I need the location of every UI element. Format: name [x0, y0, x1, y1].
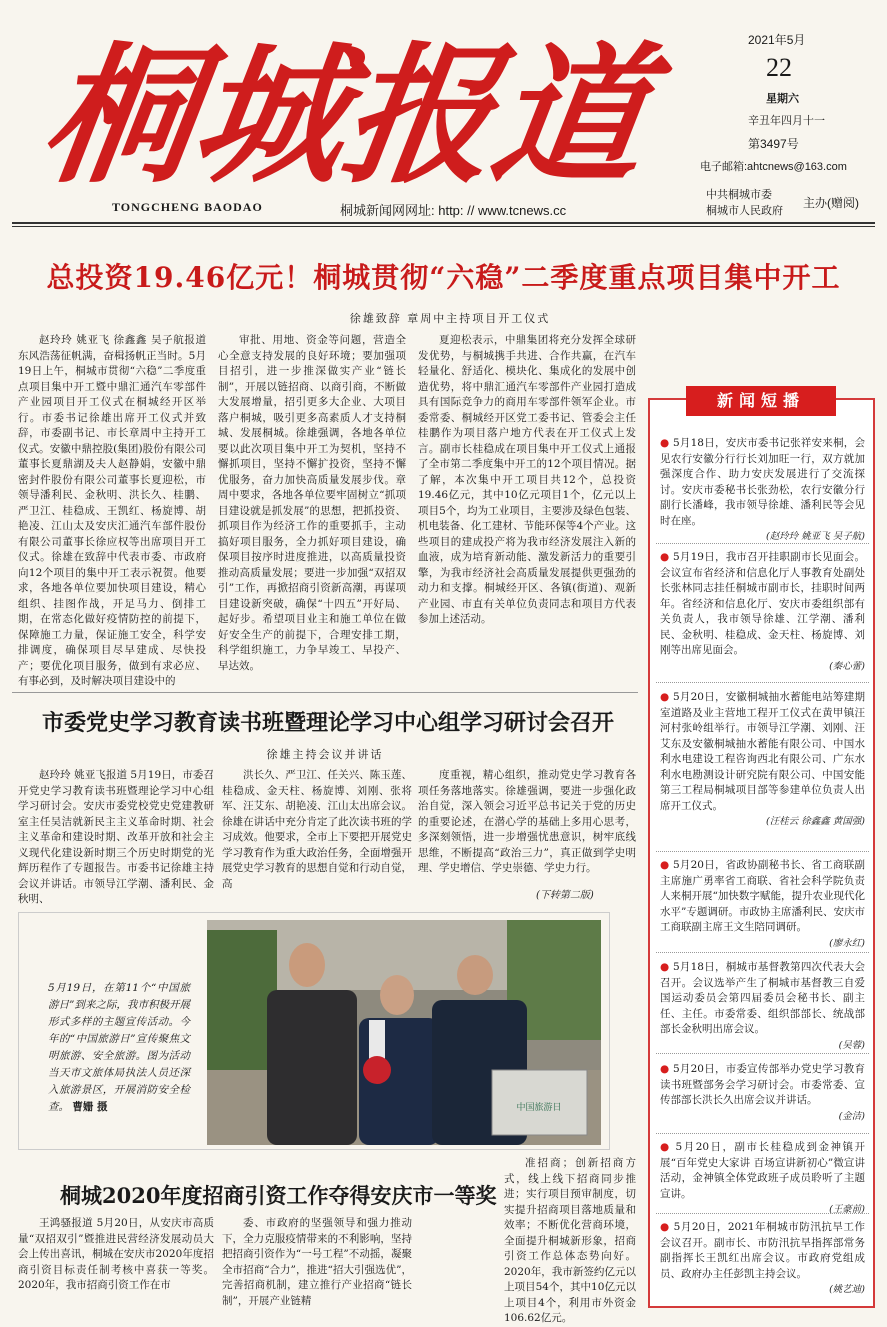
article2-column-2 [222, 768, 412, 902]
article3-headline: 桐城2020年度招商引资工作夺得安庆市一等奖 [60, 1183, 497, 1208]
article3-text-1: 王鸿骚报道 5月20日，从安庆市高质量“双招双引”暨推进民营经济发展动员大会上传出喜讯，桐城在安庆市2020年度招商引资目标责任制考核中喜获一等奖。2020年，我市招商引资工作在市 [18, 1217, 214, 1291]
photo-caption-text: 5月19日，在第11个“中国旅游日”到来之际，我市积极开展形式多样的主题宣传活动。今年的“中国旅游日”宣传聚焦文明旅游、安全旅游。图为活动当天市文旅体局执法人员还深入旅游景区，开展消防安全检查。 [48, 982, 190, 1113]
brief-separator [656, 682, 869, 683]
email: 电子邮箱:ahtcnews@163.com [700, 161, 847, 173]
bullet-icon: ● [660, 1063, 670, 1075]
bullet-icon: ● [660, 551, 670, 563]
brief-item [660, 1140, 865, 1218]
brief-item [660, 960, 865, 1053]
news-briefs-box [648, 398, 875, 1308]
article3-text-2: 委、市政府的坚强领导和强力推动下，全力克服疫情带来的不利影响，坚持把招商引资作为“一号工程”不动摇，凝聚全市招商“合力”，推进“招大引强选优”，完善招商机制，建立推行产业招商“链长制”，开展产业链精 [222, 1217, 412, 1307]
article2-text-1: 赵玲玲 姚亚飞报道 5月19日，市委召开党史学习教育读书班暨理论学习中心组学习研讨会。安庆市委党校党史党建教研室主任吴洁就新民主主义革命时期、社会主义革命和建设时期、改革开放和社会主义现代化建设新时期三个历史时期党的光辉历程作了专题报告。市委书记徐雄主持会议并讲话。市领导江学潮、潘利民、金秋明、 [18, 769, 214, 905]
news-photo [207, 920, 601, 1145]
bullet-icon: ● [660, 1221, 670, 1233]
article2-column-3 [418, 768, 636, 886]
photo-caption [48, 980, 190, 1116]
photo-credit: 曹姗 摄 [72, 1101, 108, 1113]
bullet-icon: ● [660, 1141, 671, 1153]
brief-separator [656, 543, 869, 544]
date-year-month: 2021年5月 [748, 33, 806, 47]
brief-byline: (金洁) [838, 1110, 865, 1122]
brief-text: 5月20日，2021年桐城市防汛抗旱工作会议召开。副市长、市防汛抗旱指挥部常务副指挥长王凯红出席会议。市政府党组成员、政府办主任彭凯主持会议。 [660, 1221, 866, 1280]
lead-column-3 [418, 333, 636, 678]
lead-headline: 总投资19.46亿元！桐城贯彻“六稳”二季度重点项目集中开工 [46, 261, 841, 294]
brief-item [660, 550, 865, 674]
bullet-icon: ● [660, 961, 670, 973]
brief-separator [656, 851, 869, 852]
newspaper-logo [32, 8, 670, 204]
section-divider [12, 692, 638, 693]
masthead-rule [12, 222, 875, 224]
article3-text-3: 准招商；创新招商方式，线上线下招商同步推进；实行项目预审制度，切实提升招商项目落地质量和效率；不断优化营商环境，全面提升桐城新形象，招商引资工作总体态势向好。2020年，我市新签约亿元以上项目54个，其中10亿元以上项目4个，利用市外资金106.62亿元。 [504, 1157, 636, 1324]
lead-text-3: 夏迎松表示，中鼎集团将充分发挥全球研发优势，与桐城携手共进、合作共赢，在汽车轻量化、舒适化、模块化、集成化的发展中创造优势，将中鼎汇通汽车零部件产业园打造成具有国际竞争力的商用车零部件领军企业。市委常委、桐城经开区党工委书记、管委会主任桂鹏作为项目落户地方代表在开工仪式上发言。副市长桂稳成在项目集中开工仪式上通报了全市第二季度集中开工的12个项目情况。据了解，本次集中开工项目共12个，总投资19.46亿元，其中10亿元项目1个，亿元以上项目5个，均为工业项目，主要涉及绿色包装、机电装备、化工建材、节能环保等4个产业。这些项目的建成投产将为我市经济发展注入新的血液，成为培育新动能、激发新活力的重要引擎，为我市经济社会高质量发展提供更强劲的动力和支撑。桐城经开区、各镇(街道)、观新产业园、市直有关单位负责同志和项目方代表参加上述活动。 [418, 334, 636, 625]
article3-column-1 [18, 1216, 214, 1312]
publisher-tag: 主办(赠阅) [803, 196, 859, 210]
lead-column-2 [218, 333, 406, 678]
lead-text-2: 审批、用地、资金等问题，营造全心全意支持发展的良好环境；要加强项目招引，进一步推深做实产业“链长制”，开展以链招商、以商引商，不断做大发展增量，招引更多大企业、大项目落户桐城，吸引更多高素质人才支持桐城、发展桐城。徐雄强调，各地各单位要以此次项目集中开工为契机，坚持不懈抓项目，坚持不懈扩投资，坚持不懈优服务，奋力加快高质量发展步伐。章周中要求，各地各单位要牢固树立“抓项目建设就是抓发展”的思想，把抓投资、抓项目作为经济工作的重要抓手，主动搞好项目服务，全力抓好项目建设，确保项目按序时进度推进，以高质量投资推动高质量发展；要进一步加强“双招双引”工作，再掀招商引资新高潮，再谋项目建设新突破，确保“十四五”开好局、起好步。希望项目业主和施工单位在做好安全生产的前提下，合理安排工期，科学组织施工，力争早竣工、早投产、早达效。 [218, 334, 406, 672]
article2-subline: 徐雄主持会议并讲话 [266, 748, 384, 761]
brief-text: 5月20日，副市长桂稳成到金神镇开展“百年党史大家讲 百场宣讲新初心”微宣讲活动，金神镇全体党政班子成员聆听了主题宣讲。 [660, 1141, 866, 1200]
brief-byline: (赵玲玲 姚亚飞 吴子航) [766, 531, 865, 542]
issue-number: 第3497号 [748, 137, 799, 151]
brief-byline: (姚艺迪) [829, 1284, 865, 1295]
bullet-icon: ● [660, 437, 670, 449]
brief-text: 5月20日，省政协副秘书长、省工商联副主席施广勇率省工商联、省社会科学院负责人来桐开展“加快数字赋能，提升农业现代化水平”专题调研。市政协主席潘利民、安庆市工商联副主席王文生陪同调研。 [660, 859, 865, 933]
brief-byline: (秦心蕾) [829, 660, 865, 672]
publisher [706, 188, 783, 220]
lead-subline: 徐雄致辞 章周中主持项目开工仪式 [349, 312, 551, 325]
date-day: 22 [766, 53, 792, 82]
website-url: 桐城新闻网网址: http: // www.tcnews.cc [340, 203, 567, 218]
news-briefs-title: 新闻短播 [686, 386, 836, 416]
lead-column-1 [18, 333, 206, 687]
brief-text: 5月18日，安庆市委书记张祥安来桐，会见农行安徽分行行长刘加旺一行，双方就加强深度合作、助力安庆发展进行了交流探讨。安庆市委秘书长张劲松，农行安徽分行副行长潘峰，我市领导徐雄、潘利民等会见时在座。 [660, 437, 865, 527]
brief-separator [656, 1053, 869, 1054]
lead-text-1: 赵玲玲 姚亚飞 徐鑫鑫 吴子航报道 东风浩荡征帆满，奋楫扬帆正当时。5月19日上午，桐城市贯彻“六稳”二季度重点项目集中开工暨中鼎汇通汽车零部件产业园项目开工仪式在桐城经开区举行。市委书记徐雄出席开工仪式并致辞，市委副书记、市长章周中主持开工仪式。安徽中鼎控股(集团)股份有限公司董事长夏鼎湖及夫人赵静娟，安徽中鼎密封件股份有限公司董事长夏迎松，市领导潘利民、金秋明、洪长久、桂鹏、严卫江、桂稳成、王凯红、杨旋博、胡艳凌、江山太及安庆汇通汽车部件股份有限公司董事长徐应权等出席项目开工仪式。徐雄在致辞中代表市委、市政府向12个项目的集中开工表示祝贺。他要求，各地各单位要加快项目建设，精心组织、挂图作战，开足马力、倒排工期，在常态化做好疫情防控的前提下，保障施工力量，保证施工安全，科学安排调度，确保项目尽早建成、尽快投产；要优化项目服务，做到有求必应、有事必到，及时解决项目建设中的 [18, 334, 206, 687]
photo-sign-text: 中国旅游日 [516, 1103, 562, 1113]
brief-item [660, 1062, 865, 1124]
brief-byline: (吴蓉) [838, 1039, 865, 1051]
brief-text: 5月20日，市委宣传部举办党史学习教育读书班暨部务会学习研讨会。市委常委、宣传部部长洪长久出席会议并讲话。 [660, 1063, 865, 1106]
brief-text: 5月20日，安徽桐城抽水蓄能电站筹建期室道路及业主营地工程开工仪式在黄甲镇汪河村张岭组举行。市领导江学潮、刘刚、汪艾东及安徽桐城抽水蓄能有限公司、中国水利水电建设工程咨询西北有限公司、广东水利水电勘测设计研究院有限公司、中国安能第三工程局桐城项目部等参建单位负责人出席开工仪式。 [660, 691, 865, 812]
continued-note: (下转第二版) [536, 890, 594, 901]
brief-byline: (廖永红) [829, 937, 865, 949]
article2-text-3: 度重视，精心组织，推动党史学习教育各项任务落地落实。徐雄强调，要进一步强化政治自觉，深入领会习近平总书记关于党的历史的重要论述，在潜心学的基础上多用心思考，多深刻领悟，进一步增强忧患意识，树牢底线思维，不断提高“政治三力”，真正做到学史明理、学史增信、学史崇德、学史力行。 [418, 769, 636, 874]
weekday: 星期六 [766, 93, 799, 105]
masthead-rule-thin [12, 226, 875, 227]
masthead-pinyin: TONGCHENG BAODAO [112, 200, 263, 214]
brief-item [660, 858, 865, 951]
lunar-date: 辛丑年四月十一 [748, 115, 825, 127]
brief-item [660, 690, 865, 830]
svg-text:桐城报道: 桐城报道 [32, 26, 658, 204]
brief-separator [656, 1213, 869, 1214]
brief-byline: (汪桂云 徐鑫鑫 黄国强) [766, 816, 865, 827]
article3-column-3 [504, 1156, 636, 1324]
article2-headline: 市委党史学习教育读书班暨理论学习中心组学习研讨会召开 [41, 710, 614, 736]
publisher-line2: 桐城市人民政府 [706, 204, 783, 217]
article2-column-1 [18, 768, 214, 905]
brief-item [660, 1220, 865, 1298]
brief-separator [656, 952, 869, 953]
brief-separator [656, 1133, 869, 1134]
brief-byline: (王豪前) [829, 1204, 865, 1215]
brief-text: 5月19日，我市召开挂职副市长见面会。会议宣布省经济和信息化厅人事教育处副处长张林同志挂任桐城市副市长，挂职时间两年。省经济和信息化厅、安庆市委组织部有关负责人，我市领导徐雄、江学潮、潘利民、金秋明、桂稳成、金天柱、杨旋博、刘刚等出席见面会。 [660, 551, 865, 656]
masthead [0, 0, 887, 225]
article3-column-2 [222, 1216, 412, 1312]
brief-item [660, 436, 865, 545]
brief-text: 5月18日，桐城市基督教第四次代表大会召开。会议选举产生了桐城市基督教三自爱国运动委员会第四届委员会秘书长、副主任、主任。市委常委、组织部部长、统战部部长金秋明出席会议。 [660, 961, 865, 1035]
bullet-icon: ● [660, 691, 670, 703]
publisher-line1: 中共桐城市委 [706, 189, 772, 201]
article2-text-2: 洪长久、严卫江、任关兴、陈玉莲、桂稳成、金天柱、杨旋博、刘刚、张将军、汪艾东、胡艳凌、江山太出席会议。徐雄在讲话中充分肯定了此次读书班的学习成效。他要求，全市上下要把开展党史学习教育作为重大政治任务，全面增强开展党史学习教育的思想自觉和行动自觉，高 [222, 769, 412, 890]
bullet-icon: ● [660, 859, 670, 871]
